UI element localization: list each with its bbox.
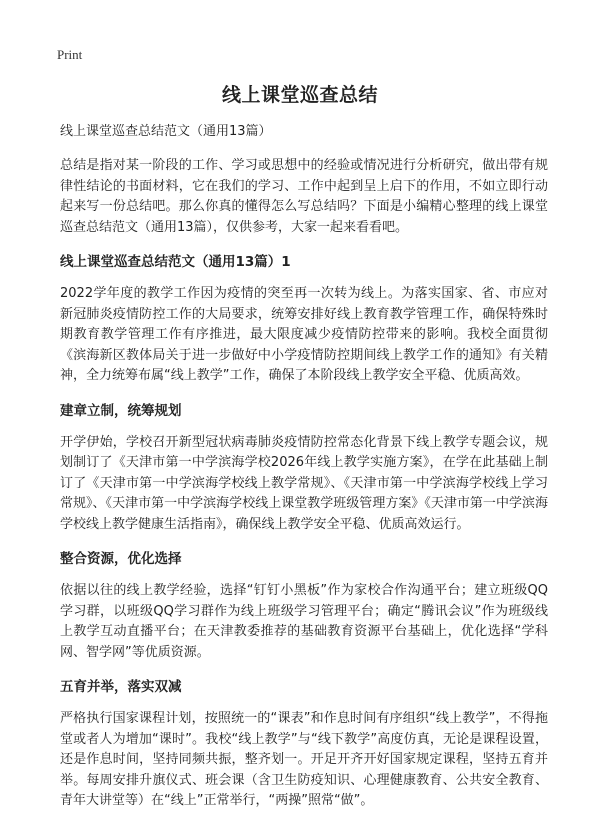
subsection-heading-five-education: 五育并举，落实双减 <box>60 679 182 695</box>
section-paragraph: 2022学年度的教学工作因为疫情的突至再一次转为线上。为落实国家、省、市应对新冠肺炎疫情防控工作的大局要求，统筹安排好线上教育教学管理工作，确保特殊时期教育教学管理工作有序推进，最大限度减少疫情防控带来的影响。我校全面贯彻《滨海新区教体局关于进一步做好中小学疫情防控期间线上教学工作的通知》有关精神，全力统筹布属“线上教学”工作，确保了本阶段线上教学安全平稳、优质高效。 <box>60 286 548 383</box>
print-link[interactable]: Print <box>57 47 83 62</box>
page-title: 线上课堂巡查总结 <box>221 84 378 106</box>
document-body <box>60 122 548 826</box>
intro-paragraph: 总结是指对某一阶段的工作、学习或思想中的经验或情况进行分析研究，做出带有规律性结论的书面材料，它在我们的学习、工作中起到呈上启下的作用，不如立即行动起来写一份总结吧。那么你真的懂得怎么写总结吗？下面是小编精心整理的线上课堂巡查总结范文（通用13篇），仅供参考，大家一起来看看吧。 <box>60 158 548 235</box>
paragraph-resources: 依据以往的线上教学经验，选择“钉钉小黑板”作为家校合作沟通平台；建立班级QQ学习群，以班级QQ学习群作为线上班级学习管理平台；确定“腾讯会议”作为班级线上教学互动直播平台；在天津教委推荐的基础教育资源平台基础上，优化选择“学科网、智学网”等优质资源。 <box>60 583 548 660</box>
paragraph-regulations: 开学伊始，学校召开新型冠状病毒肺炎疫情防控常态化背景下线上教学专题会议，规划制订了《天津市第一中学滨海学校2026年线上教学实施方案》，在学在此基础上制订了《天津市第一中学滨海学校线上教学常规》、《天津市第一中学滨海学校线上学习常规》、《天津市第一中学滨海学校线上课堂教学班级管理方案》《天津市第一中学滨海学校线上教学健康生活指南》，确保线上教学安全平稳、优质高效运行。 <box>60 434 548 532</box>
subsection-heading-resources: 整合资源，优化选择 <box>60 551 182 567</box>
section-heading: 线上课堂巡查总结范文（通用13篇）1 <box>60 254 291 270</box>
subsection-heading-regulations: 建章立制，统筹规划 <box>60 402 182 419</box>
paragraph-five-education: 严格执行国家课程计划，按照统一的“课表”和作息时间有序组织“线上教学”，不得拖堂或者人为增加“课时”。我校“线上教学”与“线下教学”高度仿真，无论是课程设置，还是作息时间，坚持同频共振，整齐划一。开足开齐开好国家规定课程，坚持五育并举。每周安排升旗仪式、班会课（含卫生防疫知识、心理健康教育、公共安全教育、青年大讲堂等）在“线上”正常举行，“两操”照常“做”。 <box>60 711 548 808</box>
document-subtitle: 线上课堂巡查总结范文（通用13篇） <box>60 124 272 139</box>
